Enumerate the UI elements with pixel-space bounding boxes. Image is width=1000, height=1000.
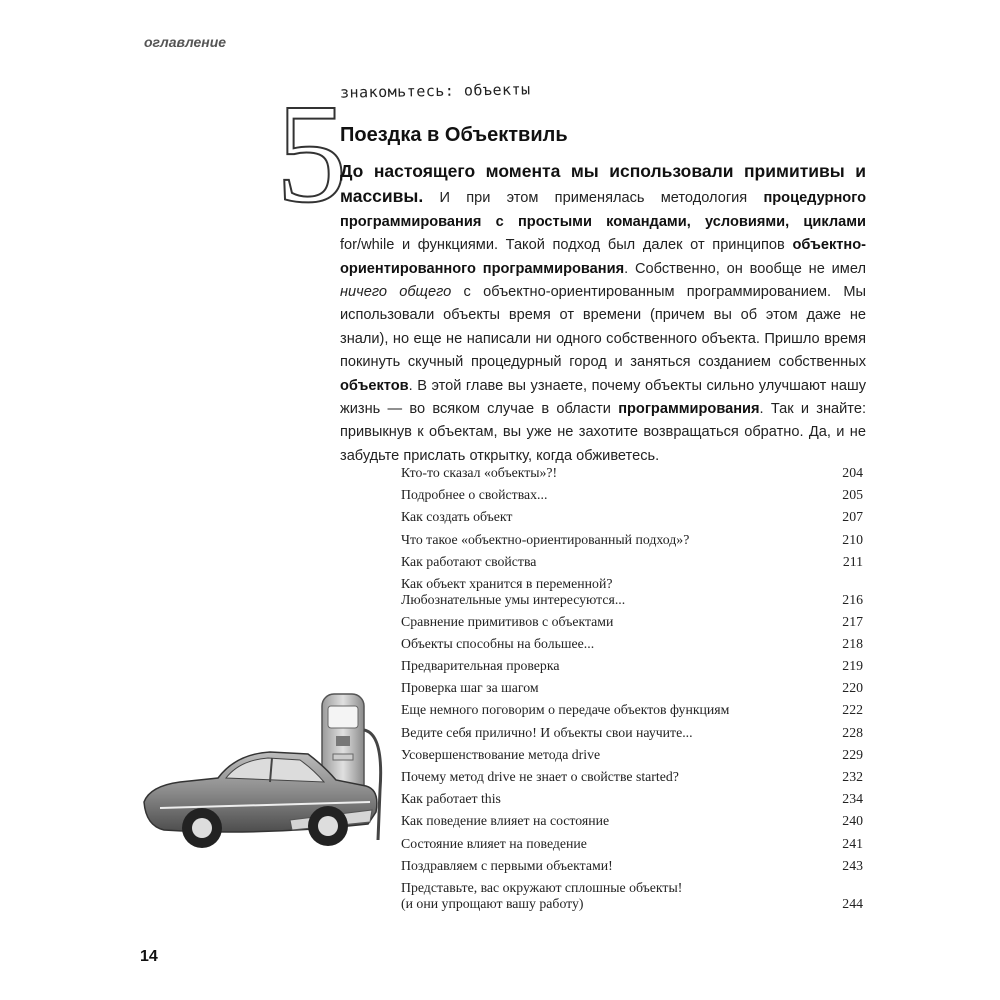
chapter-title: Поездка в Объектвиль — [340, 124, 568, 146]
toc-entry[interactable] — [401, 551, 863, 573]
toc-entry[interactable] — [401, 611, 863, 633]
toc-entry-page: 204 — [842, 465, 863, 480]
car-and-gas-pump-icon — [140, 690, 400, 870]
toc-entry-page: 234 — [842, 791, 863, 807]
toc-entry-page: 205 — [842, 487, 863, 503]
toc-entry[interactable] — [401, 699, 863, 721]
toc-entry[interactable] — [401, 529, 863, 551]
toc-entry[interactable] — [401, 810, 863, 832]
running-head: оглавление — [144, 34, 227, 50]
chapter-intro — [340, 160, 866, 468]
chapter-handwritten-subtitle: знакомьтесь: объекты — [339, 80, 531, 102]
intro-italic: ничего общего — [340, 284, 452, 301]
intro-bold: объектов — [340, 377, 409, 394]
intro-text: . Собственно, он вообще не имел — [624, 260, 866, 277]
toc-entry-title: Подробнее о свойствах... — [401, 487, 548, 503]
toc-entry[interactable] — [401, 506, 863, 528]
toc-entry-title: Как объект хранится в переменной? Любознательные умы интересуются... — [401, 575, 626, 607]
toc-entry[interactable] — [401, 877, 863, 915]
toc-entry-page: 211 — [842, 553, 863, 569]
toc-entry-page: 222 — [842, 702, 863, 718]
toc-entry-page: 216 — [842, 591, 863, 607]
toc-entry-title: Как работают свойства — [401, 553, 537, 569]
toc-entry[interactable] — [401, 833, 863, 855]
toc-entry-title: Сравнение примитивов с объектами — [401, 613, 614, 629]
intro-text: . В этой главе вы узнаете, почему объекты сильно улучшают нашу жизнь — во всяком случае в области — [340, 377, 866, 418]
toc-entry-page: 220 — [842, 680, 863, 696]
toc-entry[interactable] — [401, 677, 863, 699]
chapter-number: 5 — [276, 74, 347, 232]
toc-entry-title: Представьте, вас окружают сплошные объекты! (и они упрощают вашу работу) — [401, 879, 683, 911]
intro-text: И при этом применялась методология — [423, 190, 764, 207]
toc-entry-title: Предварительная проверка — [401, 658, 560, 674]
toc-entry-page: 219 — [842, 658, 863, 674]
intro-text: с объектно-ориентированным программированием. Мы использовали объекты время от времени (причем вы об этом даже не знали), но еще не написали ни одного собственного объекта. Пришло время покинуть скучный процедурный город и заняться созданием собственных — [340, 284, 866, 371]
toc-entry-page: 228 — [842, 724, 863, 740]
toc-entry[interactable] — [401, 484, 863, 506]
toc-entry-page: 229 — [842, 746, 863, 762]
toc-entry-title: Кто-то сказал «объекты»?! — [401, 465, 558, 480]
toc-entry[interactable] — [401, 744, 863, 766]
toc-entry-page: 241 — [842, 835, 863, 851]
toc-entry[interactable] — [401, 788, 863, 810]
toc-entry-page: 217 — [842, 613, 863, 629]
page-number: 14 — [140, 948, 158, 965]
intro-text: for/while и функциями. Такой подход был далек от принципов — [340, 237, 793, 254]
toc-entry-title: Почему метод drive не знает о свойстве started? — [401, 769, 679, 785]
toc-entry-title: Ведите себя прилично! И объекты свои научите... — [401, 724, 693, 740]
intro-lead: До настоящего момента мы использовали примитивы и массивы. — [340, 161, 866, 207]
toc-entry-page: 210 — [842, 531, 863, 547]
toc-entry-title: Проверка шаг за шагом — [401, 680, 539, 696]
toc-entry-page: 243 — [842, 857, 863, 873]
toc-entry-title: Состояние влияет на поведение — [401, 835, 587, 851]
toc-entry[interactable] — [401, 655, 863, 677]
intro-bold: программирования — [618, 401, 760, 418]
toc-entry-page: 207 — [842, 509, 863, 525]
intro-bold: процедурного программирования с простыми командами, условиями, циклами — [340, 190, 866, 230]
toc-entry-page: 244 — [842, 895, 863, 911]
toc-entry-title: Как создать объект — [401, 509, 513, 525]
toc-entry-page: 240 — [842, 813, 863, 829]
toc-entry-title: Как поведение влияет на состояние — [401, 813, 610, 829]
intro-text: . Так и знайте: привыкнув к объектам, вы уже не захотите возвращаться обратно. Да, и не забудьте прислать открытку, когда обживетесь. — [340, 401, 866, 464]
toc-entry[interactable] — [401, 722, 863, 744]
toc-entry[interactable] — [401, 573, 863, 611]
toc-entry[interactable] — [401, 766, 863, 788]
toc-entry-page: 232 — [842, 769, 863, 785]
toc-entry[interactable] — [401, 633, 863, 655]
toc-entry-title: Как работает this — [401, 791, 501, 807]
toc-entry-title: Еще немного поговорим о передаче объектов функциям — [401, 702, 730, 718]
toc-entry-title: Поздравляем с первыми объектами! — [401, 857, 613, 873]
toc-entry[interactable] — [401, 855, 863, 877]
toc-entry-title: Объекты способны на большее... — [401, 635, 595, 651]
table-of-contents — [401, 462, 863, 915]
toc-entry-title: Усовершенствование метода drive — [401, 746, 601, 762]
intro-bold: объектно-ориентированного программирования — [340, 237, 866, 277]
toc-entry[interactable] — [401, 462, 863, 484]
toc-entry-title: Что такое «объектно-ориентированный подход»? — [401, 531, 690, 547]
toc-entry-page: 218 — [842, 635, 863, 651]
